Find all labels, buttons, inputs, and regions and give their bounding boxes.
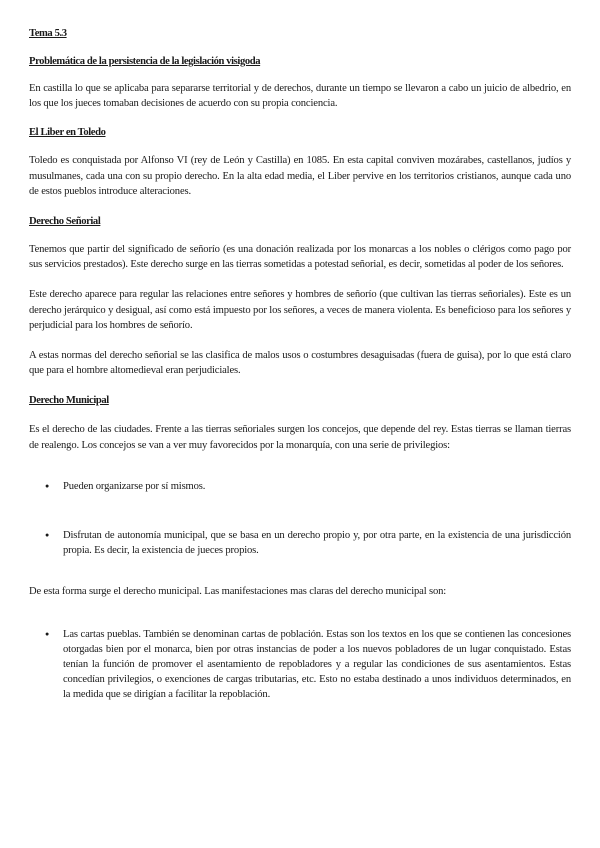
manifestations-list: [29, 627, 571, 703]
list-item: ● Las cartas pueblas. También se denominan cartas de población. Estas son los textos en los que se contienen las concesiones otorgadas bien por el monarca, bien por otras instancias de poder a los nuevos pobladores de un lugar conquistado. Estas tenían la función de promover el asentamiento de repobladores y a regular las condiciones de sus asentamientos. Estas concedían privilegios, o exenciones de cargas tributarias, etc. Esto no estaba destinado a unos individuos determinados, en la medida que se dirigían a facilitar la repoblación.: [29, 627, 571, 703]
municipal-paragraph: Es el derecho de las ciudades. Frente a las tierras señoriales surgen los concejos, que depende del rey. Estas tierras se llaman tierras de realengo. Los concejos se van a ver muy favorecidos por la monarquía, con una serie de privilegios:: [29, 424, 571, 451]
privileges-list: [29, 479, 571, 559]
senorial-paragraph-1: Tenemos que partir del significado de señorío (es una donación realizada por los monarcas a los nobles o clérigos como pago por sus servicios prestados). Este derecho surge en las tierras sometidas a potestad señorial, es decir, sometidas al poder de los señores.: [29, 244, 571, 271]
section-heading-visigoda: Problemática de la persistencia de la legislación visigoda: [29, 56, 261, 67]
list-item: ● Pueden organizarse por sí mismos.: [29, 479, 571, 494]
document-page: [29, 26, 571, 703]
senorial-paragraph-2: Este derecho aparece para regular las relaciones entre señores y hombres de señorío (que cultivan las tierras señoriales). Este es un derecho jerárquico y desigual, así como está impuesto por los señores, a veces de manera violenta. Es beneficioso para los señores y perjudicial para los hombres de señorío.: [29, 289, 571, 331]
manifestations-intro: De esta forma surge el derecho municipal. Las manifestaciones mas claras del derecho municipal son:: [29, 586, 447, 598]
liber-paragraph: Toledo es conquistada por Alfonso VI (rey de León y Castilla) en 1085. En esta capital conviven mozárabes, castellanos, judíos y musulmanes, cada una con su propio derecho. En la alta edad media, el Liber pervive en los territorios cristianos, aunque cada uno de estos pueblos introduce alteraciones.: [29, 155, 571, 197]
section-heading-liber: El Liber en Toledo: [29, 127, 106, 139]
intro-paragraph: En castilla lo que se aplicaba para separarse territorial y de derechos, durante un tiempo se llevaron a cabo un juicio de albedrio, en los que los jueces tomaban decisiones de acuerdo con su propia conciencia.: [29, 83, 571, 110]
list-item: ● Disfrutan de autonomía municipal, que se basa en un derecho propio y, por otra parte, en la existencia de una jurisdicción propia. Es decir, la existencia de jueces propios.: [29, 528, 571, 558]
section-heading-municipal: Derecho Municipal: [29, 395, 109, 407]
section-heading-senorial: Derecho Señorial: [29, 216, 101, 228]
topic-heading: Tema 5.3: [29, 28, 67, 39]
senorial-paragraph-3: A estas normas del derecho señorial se las clasifica de malos usos o costumbres desaguisadas (fuera de guisa), por lo que está claro que para el hombre altomedieval eran perjudiciales.: [29, 350, 571, 377]
